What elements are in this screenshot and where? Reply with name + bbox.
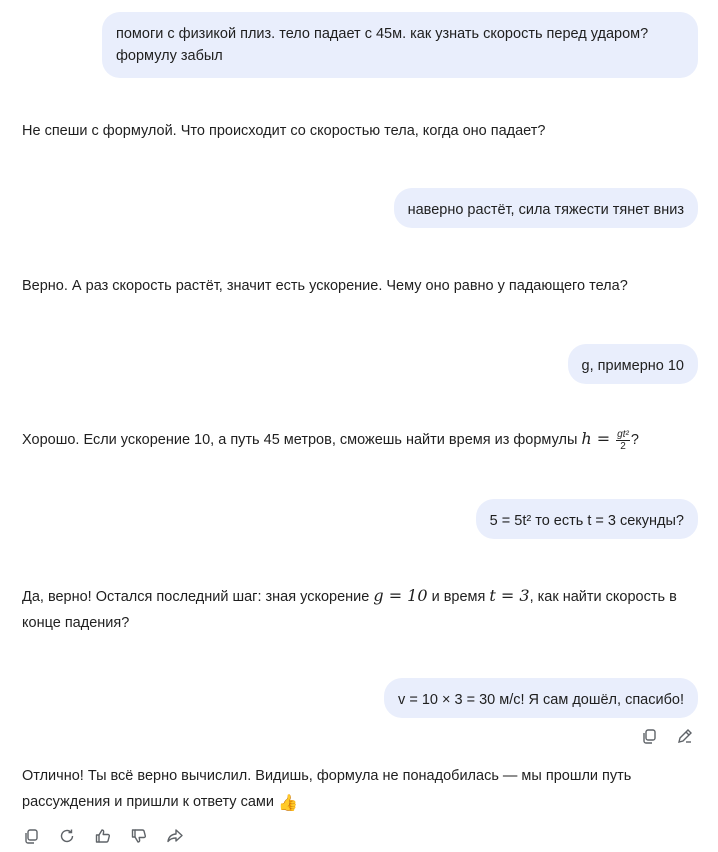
assistant-message-text: и время — [427, 589, 490, 605]
assistant-message-actions — [22, 827, 184, 845]
thumbs-up-emoji: 👍 — [278, 795, 298, 812]
assistant-message-text: Да, верно! Остался последний шаг: зная ускорение — [22, 589, 374, 605]
assistant-message-text: , как найти скорость в конце падения? — [22, 589, 677, 631]
copy-icon[interactable] — [22, 827, 40, 845]
copy-icon[interactable] — [640, 727, 658, 745]
formula-g: g = 10 — [373, 586, 428, 605]
user-message — [102, 12, 698, 78]
thumbs-up-icon[interactable] — [94, 827, 112, 845]
assistant-message-text: Хорошо. Если ускорение 10, а путь 45 метров, сможешь найти время из формулы — [22, 432, 582, 448]
user-message — [476, 499, 698, 539]
formula-t: t = 3 — [489, 586, 530, 605]
assistant-message-text: Верно. А раз скорость растёт, значит есть ускорение. Чему оно равно у падающего тела? — [22, 278, 628, 294]
user-message-text: g, примерно 10 — [581, 358, 684, 374]
assistant-message — [22, 426, 639, 453]
user-message — [394, 188, 698, 228]
thumbs-down-icon[interactable] — [130, 827, 148, 845]
assistant-message-text: Не спеши с формулой. Что происходит со скоростью тела, когда оно падает? — [22, 123, 546, 139]
assistant-message — [22, 273, 628, 299]
share-icon[interactable] — [166, 827, 184, 845]
user-message — [568, 344, 698, 384]
assistant-message-text: Отлично! Ты всё верно вычислил. Видишь, формула не понадобилась — мы прошли путь рассуждения и пришли к ответу сами — [22, 768, 632, 810]
edit-icon[interactable] — [676, 727, 694, 745]
assistant-message-text: ? — [630, 432, 639, 448]
assistant-message — [22, 763, 682, 817]
formula-h: h = — [581, 429, 611, 448]
user-message-text: наверно растёт, сила тяжести тянет вниз — [407, 202, 684, 218]
user-message-text: 5 = 5t² то есть t = 3 секунды? — [489, 513, 684, 529]
regenerate-icon[interactable] — [58, 827, 76, 845]
user-message-text: v = 10 × 3 = 30 м/с! Я сам дошёл, спасибо! — [398, 692, 684, 708]
assistant-message — [22, 583, 682, 636]
user-message-text: помоги с физикой плиз. тело падает с 45м. как узнать скорость перед ударом? формулу забыл — [116, 26, 649, 64]
user-message-actions — [640, 727, 694, 745]
user-message — [384, 678, 698, 718]
assistant-message — [22, 118, 545, 144]
formula-fraction: $\frac{\text{gt²}}{2}$ — [617, 428, 629, 452]
